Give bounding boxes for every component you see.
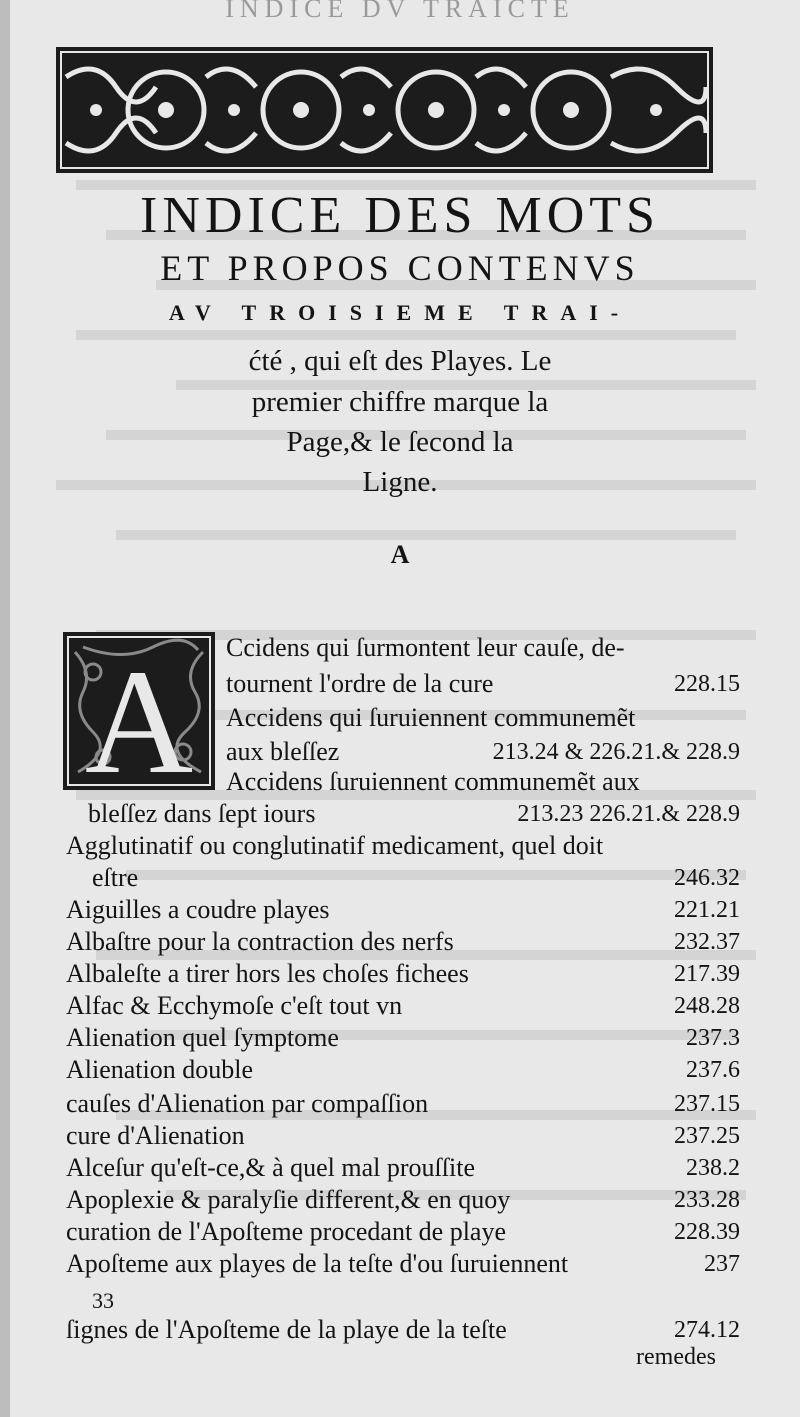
ornament-band: [56, 47, 713, 173]
entry-text: Alienation double: [66, 1055, 254, 1084]
title-line-4: ćté , qui eſt des Playes. Le: [248, 345, 552, 377]
entry-ref: 237.3: [686, 1025, 740, 1051]
entry-text: Apoplexie & paralyſie different,& en quoy: [66, 1185, 511, 1214]
title-line-6: Page,& le ſecond la: [286, 426, 514, 458]
entry-ref: 228.39: [674, 1219, 740, 1245]
entry-text: eſtre: [92, 863, 139, 892]
entry-text: Apoſteme aux playes de la teſte d'ou ſuruiennent: [66, 1249, 569, 1278]
entry-ref: 213.23 226.21.& 228.9: [517, 801, 740, 827]
entry-text: ſignes de l'Apoſteme de la playe de la teſte: [66, 1315, 507, 1344]
entry-text: cauſes d'Alienation par compaſſion: [66, 1089, 429, 1118]
entry-ref: 237.25: [674, 1123, 740, 1149]
entry-ref: 228.15: [674, 671, 740, 697]
entry-text: Alfac & Ecchymoſe c'eſt tout vn: [66, 991, 403, 1020]
dropcap-letter: A: [84, 639, 194, 790]
section-letter: A: [390, 540, 410, 569]
entry-text: aux bleſſez: [226, 737, 340, 766]
catchword: remedes: [636, 1344, 716, 1370]
entry-text: Alceſur qu'eſt-ce,& à quel mal prouſſite: [66, 1153, 475, 1182]
entry-ref: 237.6: [686, 1057, 740, 1083]
entry-text: Alienation quel ſymptome: [66, 1023, 339, 1052]
entry-text: Accidens qui ſuruiennent communemẽt: [226, 703, 636, 732]
entry-ref: 213.24 & 226.21.& 228.9: [492, 739, 740, 765]
dropcap-ornament: [63, 632, 215, 790]
entry-ref: 221.21: [674, 897, 740, 923]
entry-ref: 237: [704, 1251, 740, 1277]
entry-text: bleſſez dans ſept iours: [88, 799, 316, 828]
running-head: INDICE DV TRAICTE: [225, 0, 575, 23]
entry-text: cure d'Alienation: [66, 1121, 245, 1150]
entry-text: Ccidens qui ſurmontent leur cauſe, de-: [226, 633, 625, 662]
entry-ref: 246.32: [674, 865, 740, 891]
entry-ref: 238.2: [686, 1155, 740, 1181]
entry-ref: 237.15: [674, 1091, 740, 1117]
entry-ref: 217.39: [674, 961, 740, 987]
entry-ref: 248.28: [674, 993, 740, 1019]
entry-text: Agglutinatif ou conglutinatif medicament, quel doit: [66, 831, 604, 860]
title-line-7: Ligne.: [362, 466, 438, 498]
title-line-2: ET PROPOS CONTENVS: [160, 248, 640, 288]
signature-mark: 33: [92, 1288, 114, 1313]
title-line-3: AV TROISIEME TRAI-: [168, 300, 632, 325]
entry-text: tournent l'ordre de la cure: [226, 669, 494, 698]
entry-text: curation de l'Apoſteme procedant de playe: [66, 1217, 507, 1246]
entry-text: Aiguilles a coudre playes: [66, 895, 330, 924]
entry-ref: 232.37: [674, 929, 740, 955]
page-edge: [0, 0, 10, 1417]
entry-ref: 233.28: [674, 1187, 740, 1213]
entry-text: Albaleſte a tirer hors les choſes fichees: [66, 959, 469, 988]
entry-text: Accidens ſuruiennent communemẽt aux: [226, 767, 640, 796]
entry-text: Albaſtre pour la contraction des nerfs: [66, 927, 454, 956]
title-line-5: premier chiffre marque la: [251, 386, 549, 418]
title-line-1: INDICE DES MOTS: [140, 187, 660, 244]
entry-ref: 274.12: [674, 1317, 740, 1343]
